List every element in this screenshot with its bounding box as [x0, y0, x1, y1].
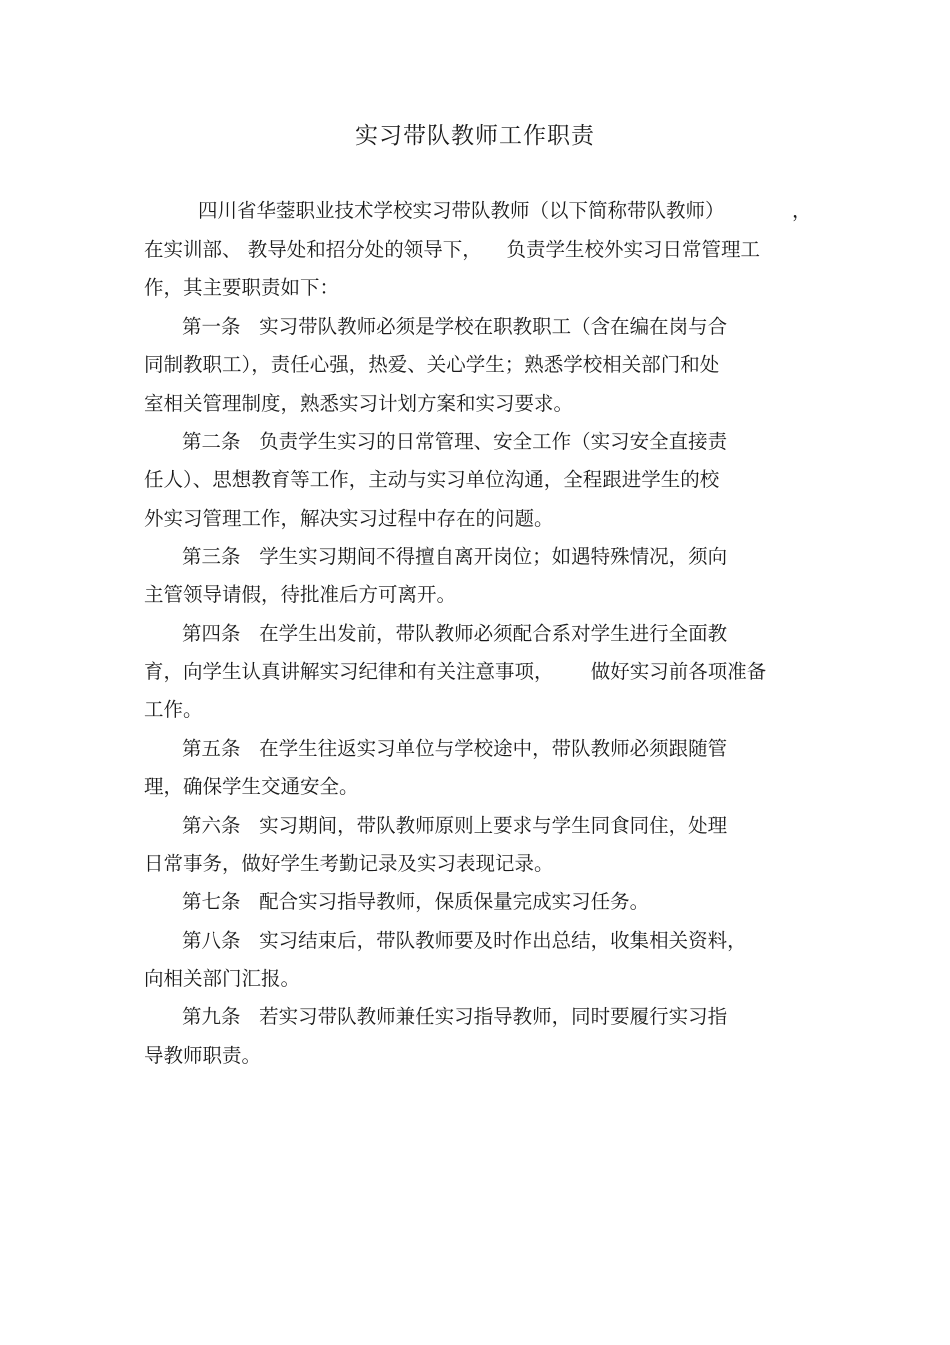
article-4-line-1: 第四条 在学生出发前，带队教师必须配合系对学生进行全面教	[182, 622, 728, 645]
article-9-line-2: 导教师职责。	[144, 1044, 262, 1067]
intro-line-1: 四川省华蓥职业技术学校实习带队教师（以下简称带队教师）	[198, 199, 725, 222]
article-6-line-2: 日常事务，做好学生考勤记录及实习表现记录。	[144, 852, 554, 875]
article-1-line-2: 同制教职工），责任心强，热爱、关心学生；熟悉学校相关部门和处	[144, 353, 720, 376]
intro-line-2: 在实训部、 教导处和招分处的领导下， 负责学生校外实习日常管理工	[144, 238, 760, 261]
article-8-line-2: 向相关部门汇报。	[144, 967, 301, 990]
article-8-line-1: 第八条 实习结束后，带队教师要及时作出总结，收集相关资料，	[182, 929, 747, 952]
article-3-line-1: 第三条 学生实习期间不得擅自离开岗位；如遇特殊情况，须向	[182, 545, 728, 568]
article-5-line-2: 理，确保学生交通安全。	[144, 775, 359, 798]
intro-line-3: 作，其主要职责如下：	[144, 276, 340, 299]
article-4-line-2: 育，向学生认真讲解实习纪律和有关注意事项， 做好实习前各项准备	[144, 660, 767, 683]
article-5-line-1: 第五条 在学生往返实习单位与学校途中，带队教师必须跟随管	[182, 737, 728, 760]
article-4-line-3: 工作。	[144, 698, 203, 721]
article-2-line-1: 第二条 负责学生实习的日常管理、安全工作（实习安全直接责	[182, 430, 728, 453]
article-9-line-1: 第九条 若实习带队教师兼任实习指导教师，同时要履行实习指	[182, 1005, 728, 1028]
intro-trailing-comma: ，	[792, 199, 812, 222]
article-3-line-2: 主管领导请假，待批准后方可离开。	[144, 583, 457, 606]
article-2-line-2: 任人）、思想教育等工作，主动与实习单位沟通，全程跟进学生的校	[144, 468, 720, 491]
article-1-line-1: 第一条 实习带队教师必须是学校在职教职工（含在编在岗与合	[182, 315, 728, 338]
article-1-line-3: 室相关管理制度，熟悉实习计划方案和实习要求。	[144, 392, 574, 415]
article-6-line-1: 第六条 实习期间，带队教师原则上要求与学生同食同住，处理	[182, 814, 728, 837]
article-7-line-1: 第七条 配合实习指导教师，保质保量完成实习任务。	[182, 890, 650, 913]
article-2-line-3: 外实习管理工作，解决实习过程中存在的问题。	[144, 507, 554, 530]
document-title: 实习带队教师工作职责	[355, 123, 595, 149]
